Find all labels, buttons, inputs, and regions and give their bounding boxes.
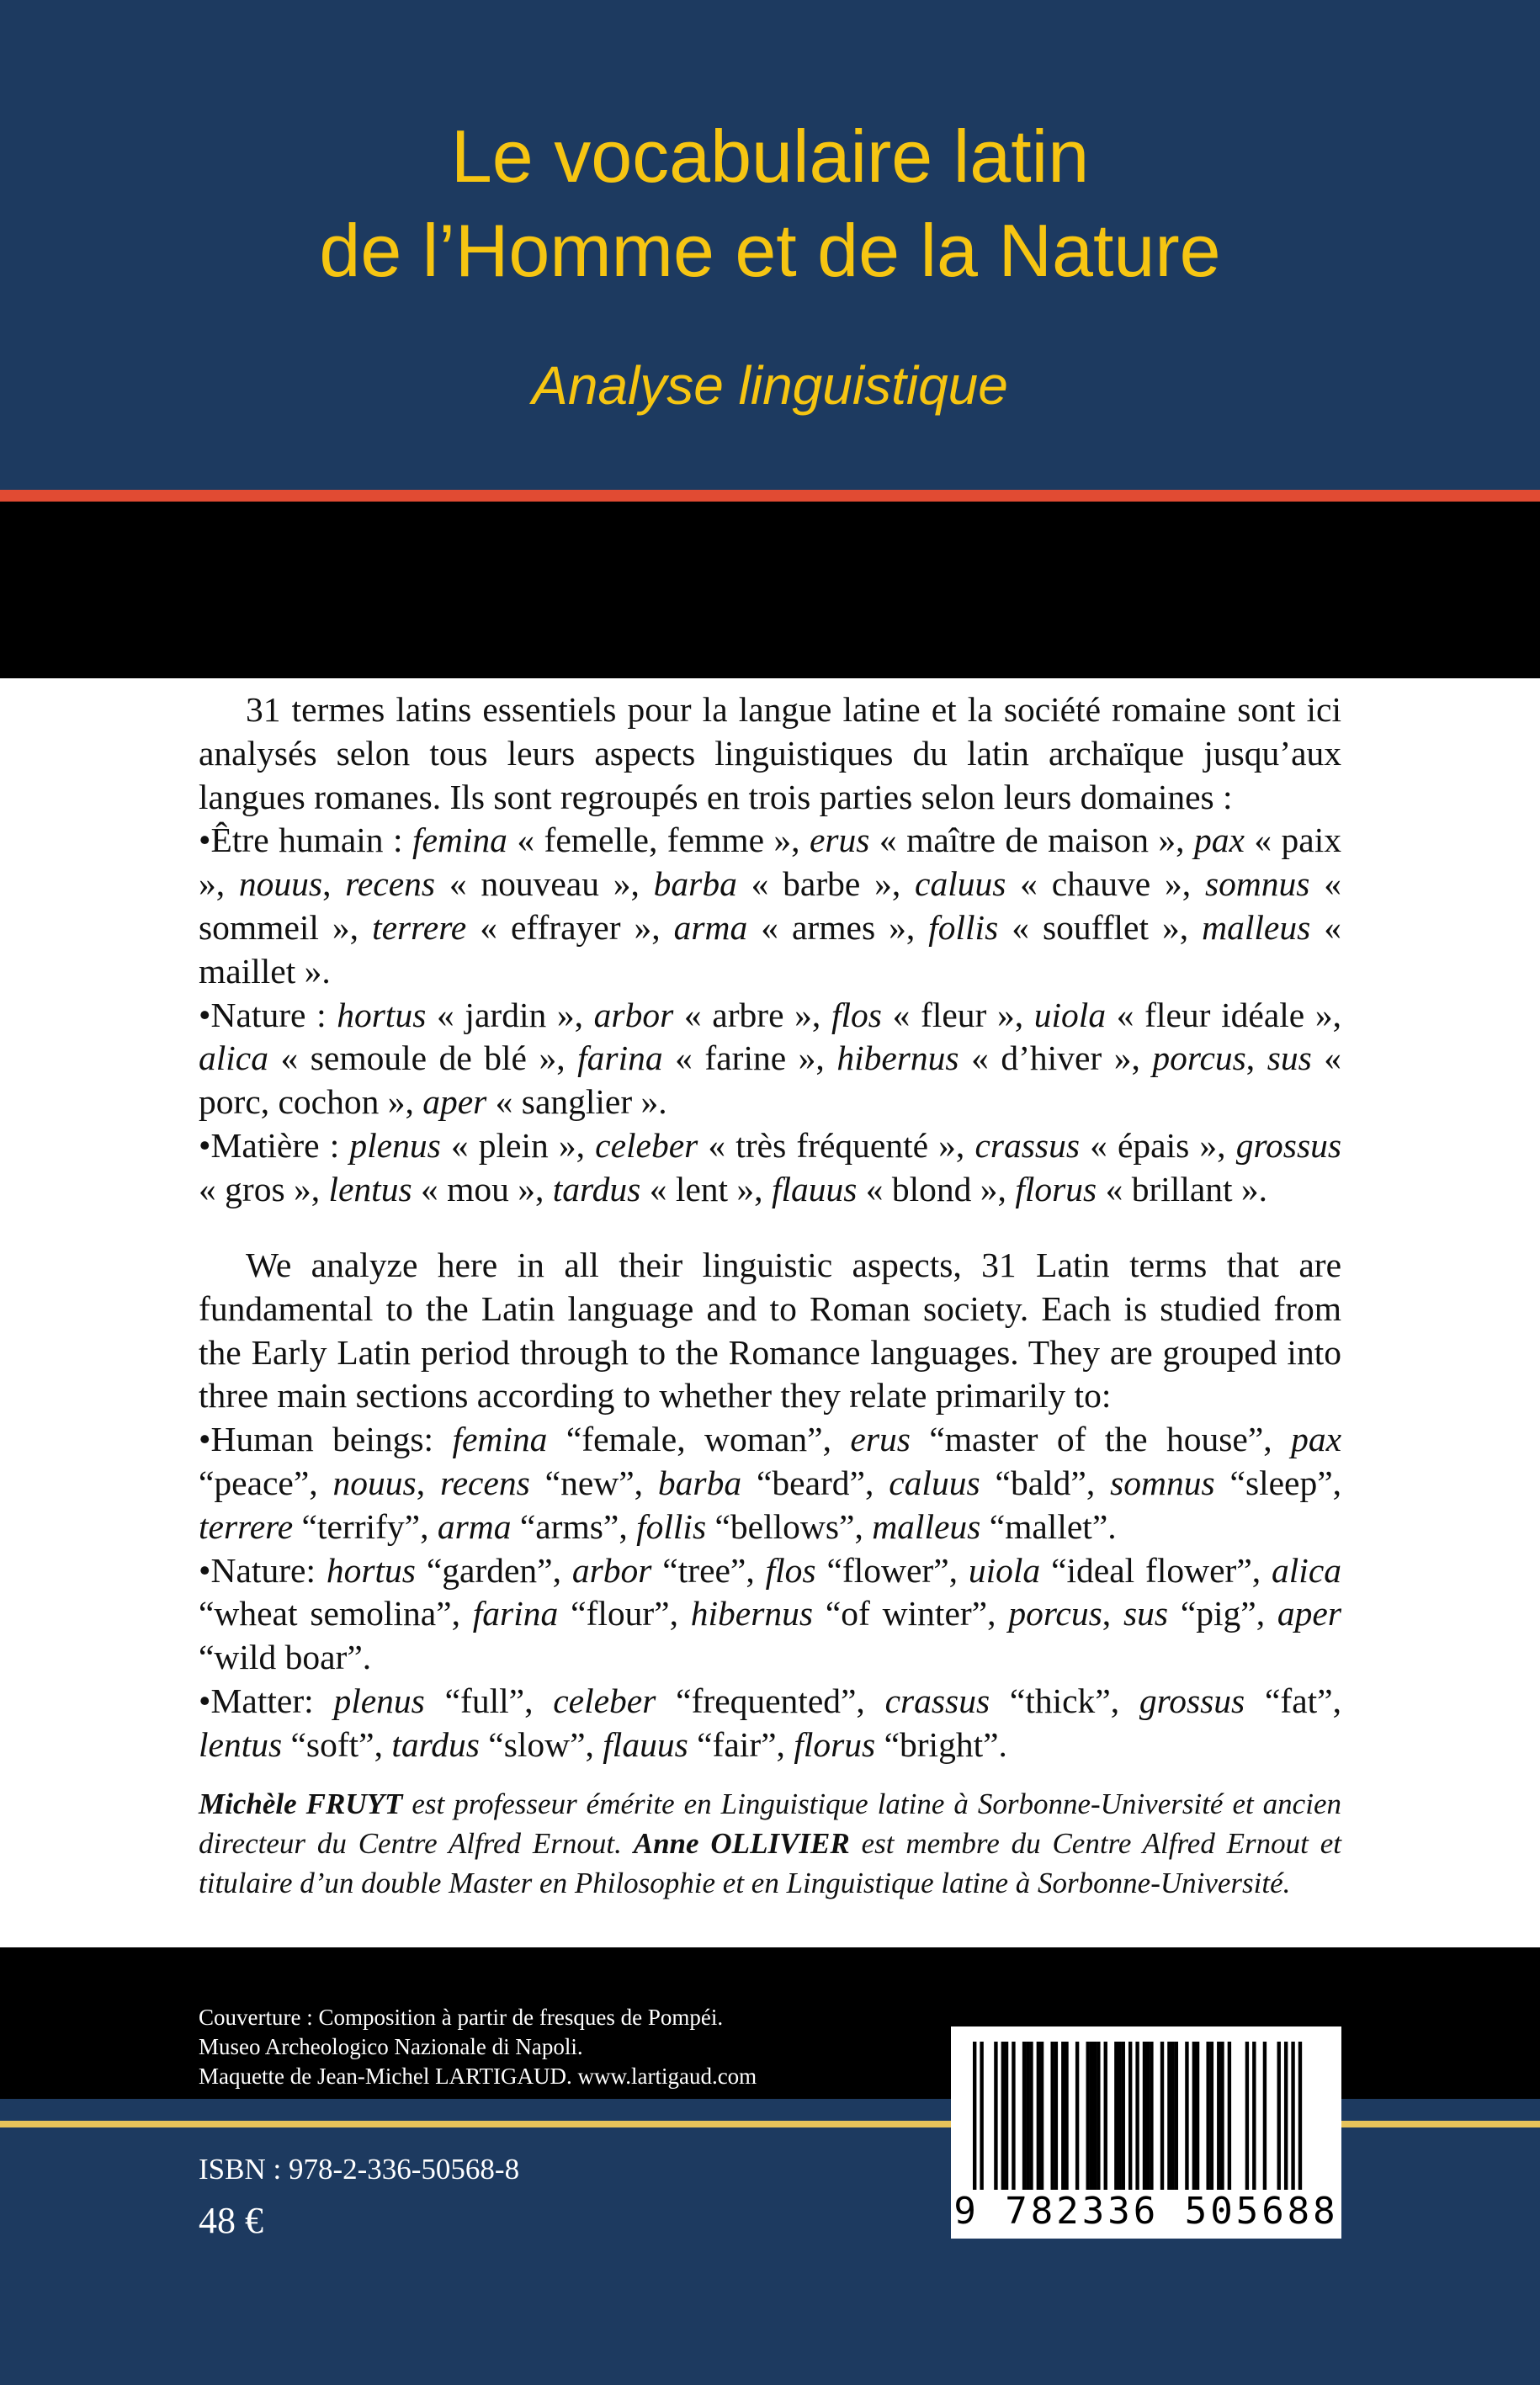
barcode-bar [1005,2042,1008,2190]
french-nature-label: •Nature : [199,995,337,1034]
barcode-bar [1167,2042,1171,2190]
barcode-bar [1050,2042,1054,2190]
barcode-bar [1065,2042,1068,2190]
barcode-bar [1284,2042,1288,2190]
barcode-bar [1160,2042,1164,2190]
barcode-bar [1196,2042,1199,2190]
french-nature-list: •Nature : hortus « jardin », arbor « arbre », flos « fleur », uiola « fleur idéale », alica « semoule de blé », farina « farine », hibernus « d’hiver », porcus, sus « porc, cochon », aper « sanglier ». [199,995,1342,1122]
barcode-bar [1150,2042,1153,2190]
barcode-bar [1097,2042,1100,2190]
english-human-list: •Human beings: femina “female, woman”, erus “master of the house”, pax “peace”, nouus, recens “new”, barba “beard”, caluus “bald”, somnus “sleep”, terrere “terrify”, arma “arms”, follis “bellows”, malleus “mallet”. [199,1420,1342,1546]
barcode-bar [1252,2042,1256,2190]
barcode-bar [1220,2042,1224,2190]
barcode-bar [1143,2042,1146,2190]
english-nature-label: •Nature: [199,1550,327,1590]
barcode-bar [1192,2042,1196,2190]
barcode-bar [1104,2042,1107,2190]
english-matter-list: •Matter: plenus “full”, celeber “frequented”, crassus “thick”, grossus “fat”, lentus “soft”, tardus “slow”, flauus “fair”, florus “bright”. [199,1681,1341,1764]
barcode-bar [1228,2042,1231,2190]
barcode-bar [1075,2042,1079,2190]
title-line-2: de l’Homme et de la Nature [319,209,1221,292]
black-band-top [0,502,1540,678]
barcode-bar [1114,2042,1118,2190]
english-summary [199,1244,1341,1767]
barcode-bar [1122,2042,1125,2190]
english-nature-list: •Nature: hortus “garden”, arbor “tree”, flos “flower”, uiola “ideal flower”, alica “wheat semolina”, farina “flour”, hibernus “of winter”, porcus, sus “pig”, aper “wild boar”. [199,1550,1342,1677]
barcode-bar [1185,2042,1188,2190]
barcode-bar [1022,2042,1026,2190]
barcode-bar [1245,2042,1249,2190]
barcode-bar [1040,2042,1043,2190]
author-bio [199,1784,1341,1903]
barcode-bar [994,2042,997,2190]
french-intro: 31 termes latins essentiels pour la langue latine et la société romaine sont ici analysés selon tous leurs aspects linguistiques du latin archaïque jusqu’aux langues romanes. Ils sont regroupés en trois parties selon leurs domaines : [199,690,1341,816]
author-paragraph [199,1784,1341,1903]
barcode-bar [1061,2042,1065,2190]
barcode-bar [1128,2042,1132,2190]
barcode-bar [1135,2042,1139,2190]
barcode-bar [1001,2042,1005,2190]
barcode-bar [1090,2042,1093,2190]
french-matter-label: •Matière : [199,1125,350,1165]
red-stripe [0,490,1540,502]
isbn-text: ISBN : 978-2-336-50568-8 [199,2153,520,2186]
barcode-bar [1037,2042,1040,2190]
barcode-bar [1217,2042,1220,2190]
barcode-bar [1206,2042,1209,2190]
barcode-bar [980,2042,983,2190]
barcode-bar [1175,2042,1178,2190]
book-title [0,109,1540,298]
barcode-bar [1029,2042,1033,2190]
price-text: 48 € [199,2200,263,2241]
barcode-bar [1291,2042,1294,2190]
cover-credits [199,2003,757,2091]
barcode-bar [1171,2042,1174,2190]
french-matter-list: •Matière : plenus « plein », celeber « très fréquenté », crassus « épais », grossus « gros », lentus « mou », tardus « lent », flauus « blond », florus « brillant ». [199,1125,1341,1208]
title-line-1: Le vocabulaire latin [450,114,1090,198]
barcode-bar [1263,2042,1267,2190]
barcode-digits: 9 782336 505688 [953,2190,1339,2233]
book-subtitle: Analyse linguistique [532,355,1008,416]
barcode-bar [1146,2042,1150,2190]
barcode-bar [1012,2042,1015,2190]
barcode-bar [1210,2042,1213,2190]
cover-header [0,0,1540,490]
english-matter-label: •Matter: [199,1681,334,1720]
author-text-1: est professeur émérite en Linguistique latine à Sorbonne-Université et ancien directeur du Centre Alfred Ernout. [199,1787,1341,1860]
barcode [951,2026,1341,2239]
barcode-bar [1277,2042,1281,2190]
french-summary [199,688,1341,1212]
english-intro: We analyze here in all their linguistic aspects, 31 Latin terms that are fundamental to the Latin language and to Roman society. Each is studied from the Early Latin period through to the Romance languages. They are grouped into three main sections according to whether they relate primarily to: [199,1246,1341,1416]
credit-line-2: Museo Archeologico Nazionale di Napoli. [199,2034,583,2059]
barcode-bar [1054,2042,1058,2190]
barcode-bar [1298,2042,1302,2190]
author-name-2: Anne OLLIVIER [633,1827,850,1860]
author-text-2: est membre du Centre Alfred Ernout et titulaire d’un double Master en Philosophie et en Linguistique latine à Sorbonne-Université. [199,1827,1342,1899]
french-human-list: •Être humain : femina « femelle, femme », erus « maître de maison », pax « paix », nouus, recens « nouveau », barba « barbe », caluus « chauve », somnus « sommeil », terrere « effrayer », arma « armes », follis « soufflet », malleus « maillet ». [199,821,1342,991]
barcode-bar [1093,2042,1097,2190]
barcode-bar [973,2042,976,2190]
credit-line-1: Couverture : Composition à partir de fresques de Pompéi. [199,2005,724,2030]
author-name-1: Michèle FRUYT [199,1787,403,1820]
credit-line-3: Maquette de Jean-Michel LARTIGAUD. www.lartigaud.com [199,2064,757,2089]
barcode-bar [1086,2042,1090,2190]
english-human-label: •Human beings: [199,1420,453,1459]
barcode-bar [1118,2042,1121,2190]
french-human-label: •Être humain : [199,821,412,860]
barcode-bar [1026,2042,1029,2190]
